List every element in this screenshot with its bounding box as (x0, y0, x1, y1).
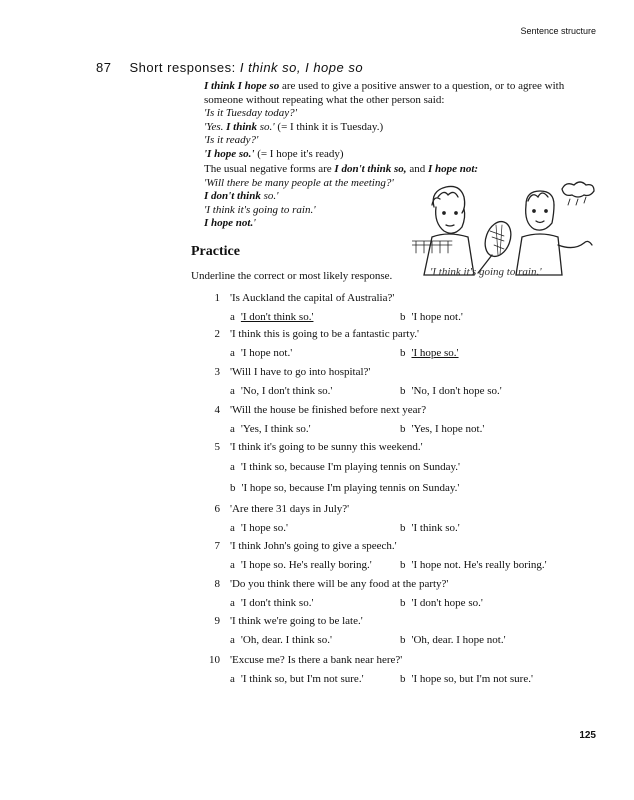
intro-text: are used to give a positive answer to a question, or to agree with someone without repeating what the other person said: (204, 80, 565, 106)
illustration-caption: 'I think it's going to rain.' (430, 266, 542, 278)
option-b[interactable] (400, 559, 547, 571)
question-prompt: 'I think it's going to be sunny this weekend.' (230, 441, 423, 453)
option-letter: a (230, 461, 235, 473)
question-number: 1 (214, 292, 220, 304)
question-prompt: 'Excuse me? Is there a bank near here?' (230, 654, 403, 666)
question-prompt: 'I think we're going to be late.' (230, 615, 363, 627)
question-item (212, 503, 349, 515)
unit-heading (96, 60, 363, 75)
option-letter: b (400, 347, 406, 359)
intro-example-1-answer-bold: I think (226, 120, 258, 133)
intro-example-2-gloss: (= I hope it's ready) (257, 147, 344, 160)
negative-example-2-answer-end: ' (253, 217, 256, 230)
question-prompt: 'Is Auckland the capital of Australia?' (230, 292, 395, 304)
option-letter: a (230, 423, 235, 435)
negative-example-2-answer-bold: I hope not. (204, 217, 254, 230)
option-a[interactable] (230, 385, 332, 397)
option-b[interactable] (400, 347, 459, 359)
negative-form-1: I don't think so, (334, 163, 407, 175)
option-letter: b (230, 482, 236, 494)
option-text: 'I hope not.' (411, 311, 463, 323)
option-text: 'I hope not.' (240, 347, 293, 359)
question-item (212, 540, 397, 552)
question-number: 5 (214, 441, 220, 453)
question-number: 3 (214, 366, 220, 378)
question-prompt: 'I think this is going to be a fantastic party.' (230, 328, 419, 340)
question-prompt: 'Will I have to go into hospital?' (230, 366, 371, 378)
page-number: 125 (579, 730, 596, 741)
question-item (212, 292, 394, 304)
option-text: 'I don't think so.' (240, 597, 314, 609)
option-letter: b (400, 597, 406, 609)
question-prompt: 'Will the house be finished before next year? (230, 404, 427, 416)
question-prompt: 'Are there 31 days in July?' (230, 503, 350, 515)
negative-and: and (406, 163, 428, 175)
option-letter: b (400, 311, 406, 323)
option-text: 'Yes, I think so.' (240, 423, 311, 435)
option-letter: a (230, 385, 235, 397)
option-a[interactable] (230, 311, 313, 323)
option-text: 'I don't hope so.' (411, 597, 483, 609)
question-number: 2 (214, 328, 220, 340)
option-a[interactable] (230, 673, 364, 685)
option-text: 'I hope so, but I'm not sure.' (411, 673, 533, 685)
question-number: 8 (214, 578, 220, 590)
negative-example-1-question: 'Will there be many people at the meeting?' (204, 176, 394, 189)
question-number: 6 (214, 503, 220, 515)
option-b[interactable] (400, 673, 533, 685)
question-item (212, 366, 370, 378)
option-text: 'Oh, dear. I hope not.' (411, 634, 506, 646)
question-item (212, 578, 448, 590)
option-b[interactable] (230, 482, 459, 494)
option-text: 'Oh, dear. I think so.' (240, 634, 332, 646)
practice-heading: Practice (191, 244, 240, 259)
option-a[interactable] (230, 423, 311, 435)
option-text: 'I think so, because I'm playing tennis on Sunday.' (240, 461, 460, 473)
option-text: 'No, I don't think so.' (240, 385, 333, 397)
option-a[interactable] (230, 522, 288, 534)
negative-text: The usual negative forms are (204, 163, 335, 175)
unit-title-italic: I think so, I hope so (239, 60, 364, 75)
option-b[interactable] (400, 597, 483, 609)
question-item (212, 615, 363, 627)
intro-example-1-gloss: (= I think it is Tuesday.) (277, 120, 384, 133)
intro-example-1-question: 'Is it Tuesday today?' (204, 107, 298, 120)
option-letter: b (400, 522, 406, 534)
option-text: 'I hope so.' (240, 522, 288, 534)
option-text: 'I hope so. He's really boring.' (240, 559, 372, 571)
negative-example-1-answer-end: so.' (260, 190, 279, 203)
option-letter: a (230, 311, 235, 323)
option-letter: a (230, 347, 235, 359)
option-a[interactable] (230, 559, 372, 571)
intro-example-1-answer-start: 'Yes. (204, 120, 227, 133)
option-letter: b (400, 559, 406, 571)
unit-number: 87 (96, 60, 112, 75)
option-text: 'Yes, I hope not.' (411, 423, 485, 435)
negative-example-2-question: 'I think it's going to rain.' (204, 203, 316, 216)
option-letter: b (400, 634, 406, 646)
option-b[interactable] (400, 385, 502, 397)
option-b[interactable] (400, 423, 484, 435)
option-b[interactable] (400, 634, 506, 646)
option-letter: a (230, 559, 235, 571)
option-letter: a (230, 673, 235, 685)
option-b[interactable] (400, 522, 460, 534)
question-number: 10 (209, 654, 220, 666)
question-item (212, 441, 423, 453)
question-prompt: 'I think John's going to give a speech.' (230, 540, 397, 552)
question-item (212, 404, 426, 416)
question-number: 4 (214, 404, 220, 416)
intro-example-2-question: 'Is it ready?' (204, 134, 259, 147)
negative-example-1-answer-bold: I don't think (204, 190, 261, 203)
unit-title: Short responses: (129, 60, 240, 75)
practice-instruction: Underline the correct or most likely response. (191, 270, 393, 282)
option-text: 'I hope so.' (411, 347, 459, 359)
option-letter: a (230, 597, 235, 609)
intro-example-2-answer: 'I hope so.' (204, 147, 255, 160)
negative-form-2: I hope not: (427, 163, 479, 175)
option-a[interactable] (230, 597, 313, 609)
option-a[interactable] (230, 347, 292, 359)
question-item (212, 328, 419, 340)
option-letter: b (400, 423, 406, 435)
question-prompt: 'Do you think there will be any food at the party?' (230, 578, 449, 590)
option-letter: a (230, 522, 235, 534)
option-b[interactable] (400, 311, 463, 323)
intro-paragraph (204, 80, 594, 162)
intro-bold-phrase: I think I hope so (204, 80, 280, 92)
option-text: 'I hope not. He's really boring.' (411, 559, 547, 571)
option-a[interactable] (230, 461, 460, 473)
running-head: Sentence structure (520, 26, 596, 36)
question-number: 7 (214, 540, 220, 552)
option-a[interactable] (230, 634, 332, 646)
question-number: 9 (214, 615, 220, 627)
option-text: 'No, I don't hope so.' (411, 385, 502, 397)
option-text: 'I think so, but I'm not sure.' (240, 673, 364, 685)
option-letter: b (400, 385, 406, 397)
option-letter: b (400, 673, 406, 685)
option-text: 'I hope so, because I'm playing tennis on Sunday.' (241, 482, 460, 494)
question-item (209, 654, 403, 666)
intro-example-1-answer-end: so.' (257, 120, 275, 133)
option-letter: a (230, 634, 235, 646)
option-text: 'I think so.' (411, 522, 460, 534)
option-text: 'I don't think so.' (240, 311, 314, 323)
